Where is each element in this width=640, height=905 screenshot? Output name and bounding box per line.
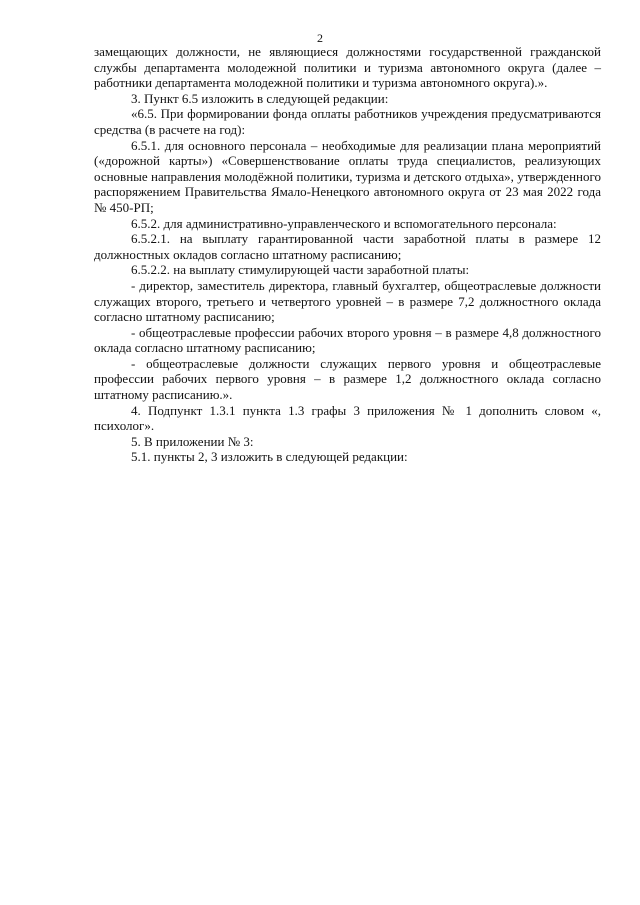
page-number: 2	[317, 31, 323, 45]
paragraph-6-5-2-1: 6.5.2.1. на выплату гарантированной части заработной платы в размере 12 должностных окладов согласно штатному расписанию;	[94, 231, 601, 262]
list-item-workers-level-2: - общеотраслевые профессии рабочих второго уровня – в размере 4,8 должностного оклада согласно штатному расписанию;	[94, 324, 601, 356]
paragraph-item-5-1: 5.1. пункты 2, 3 изложить в следующей редакции:	[131, 449, 408, 465]
paragraph-6-5: «6.5. При формировании фонда оплаты работников учреждения предусматриваются средства (в расчете на год):	[94, 106, 601, 137]
paragraph-6-5-2-2: 6.5.2.2. на выплату стимулирующей части заработной платы:	[131, 262, 470, 278]
paragraph-6-5-1: 6.5.1. для основного персонала – необходимые для реализации плана мероприятий («дорожной карты») «Совершенствование оплаты труда специалистов, реализующих основные направления молодёжной политики, туризма и детского отдыха», утвержденного распоряжением Правительства Ямало-Ненецкого автономного округа от 23 мая 2022 года № 450-РП;	[94, 137, 601, 215]
paragraph-continuation: замещающих должности, не являющиеся должностями государственной гражданской службы департамента молодежной политики и туризма автономного округа (далее – работники департамента молодежной политики и туризма автономного округа).».	[94, 44, 601, 91]
paragraph-item-5: 5. В приложении № 3:	[131, 433, 254, 449]
list-item-managers: - директор, заместитель директора, главный бухгалтер, общеотраслевые должности служащих второго, третьего и четвертого уровней – в размере 7,2 должностного оклада согласно штатному расписанию;	[94, 277, 601, 325]
paragraph-item-3: 3. Пункт 6.5 изложить в следующей редакции:	[131, 90, 389, 106]
paragraph-item-4: 4. Подпункт 1.3.1 пункта 1.3 графы 3 приложения № 1 дополнить словом «, психолог».	[94, 402, 601, 434]
list-item-level-1: - общеотраслевые должности служащих первого уровня и общеотраслевые профессии рабочих первого уровня – в размере 1,2 должностного оклада согласно штатному расписанию.».	[94, 355, 601, 403]
paragraph-6-5-2: 6.5.2. для административно-управленческого и вспомогательного персонала:	[131, 215, 557, 231]
document-body	[94, 44, 601, 465]
